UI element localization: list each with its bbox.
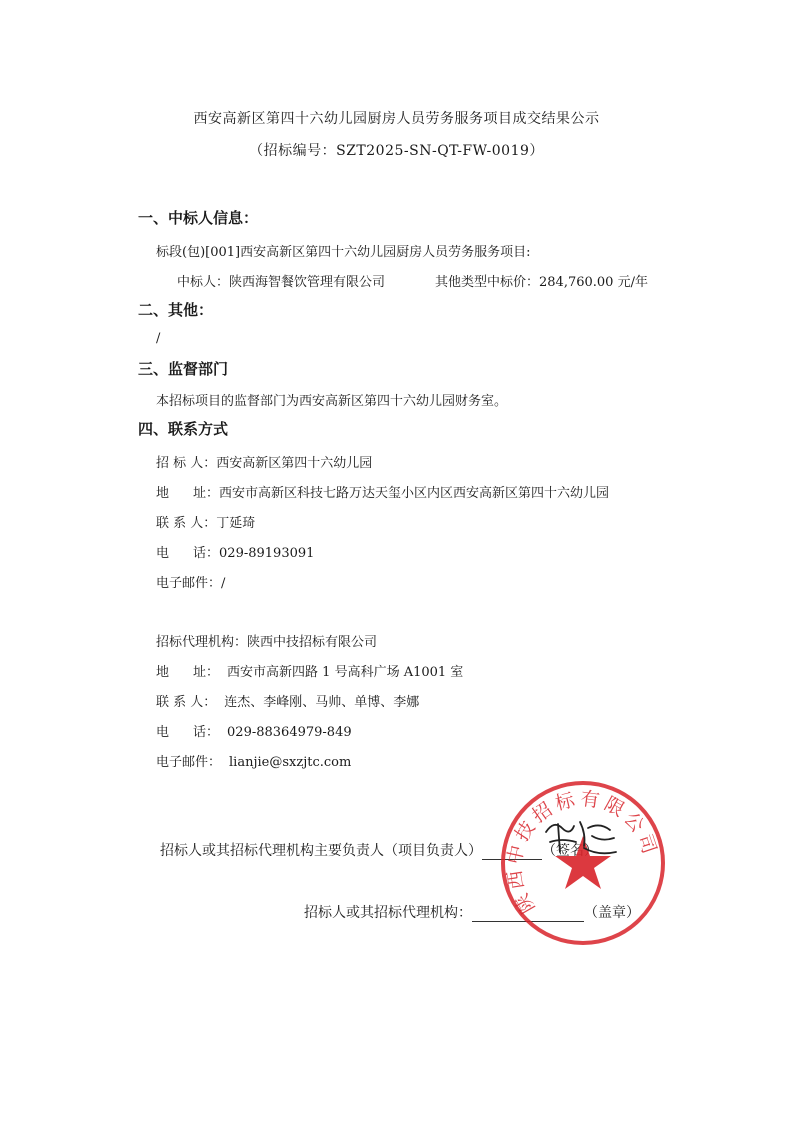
winner-row <box>177 271 385 290</box>
agency-phone-value: 029-88364979-849 <box>227 725 352 740</box>
price-row <box>435 271 648 290</box>
company-seal <box>498 778 668 948</box>
agency-phone-row <box>156 721 352 740</box>
price-label: 其他类型中标价： <box>435 275 540 290</box>
tenderer-phone-label-b: 话： <box>193 546 220 561</box>
tenderer-name-row <box>156 452 372 471</box>
section-1-heading: 一、中标人信息： <box>138 209 259 227</box>
agency-address-label-a: 地 <box>156 665 170 680</box>
agency-address-row <box>156 661 463 680</box>
tenderer-contact-value: 丁延琦 <box>216 516 256 531</box>
tenderer-phone-row <box>156 542 314 561</box>
handwritten-signature <box>540 812 620 862</box>
tenderer-name-value: 西安高新区第四十六幼儿园 <box>216 456 373 471</box>
price-value: 284,760.00 元/年 <box>539 275 648 290</box>
agency-name-label: 招标代理机构： <box>156 635 248 650</box>
agency-address-label-b: 址： <box>193 665 220 680</box>
agency-address-value: 西安市高新四路 1 号高科广场 A1001 室 <box>227 665 464 680</box>
tenderer-address-label-b: 址： <box>193 486 220 501</box>
agency-contact-row <box>156 691 419 710</box>
section-3-heading: 三、监督部门 <box>138 360 229 378</box>
seal-suffix: （盖章） <box>584 905 640 921</box>
agency-contact-value: 连杰、李峰刚、马帅、单博、李娜 <box>224 695 420 710</box>
sign-suffix: （签名） <box>542 843 598 859</box>
section-2-heading: 二、其他： <box>138 301 214 319</box>
responsible-label: 招标人或其招标代理机构主要负责人（项目负责人） <box>160 843 482 859</box>
tenderer-phone-value: 029-89193091 <box>219 546 315 561</box>
tender-number: （招标编号：SZT2025-SN-QT-FW-0019） <box>249 143 544 159</box>
winner-value: 陕西海智餐饮管理有限公司 <box>229 275 386 290</box>
agency-name-value: 陕西中技招标有限公司 <box>247 635 378 650</box>
agency-email-value: lianjie@sxzjtc.com <box>229 755 352 770</box>
tenderer-name-label: 招 标 人： <box>156 456 217 471</box>
seal-text: 陕西中技招标有限公司 <box>503 787 662 918</box>
tenderer-email-value: / <box>221 576 226 591</box>
other-info: / <box>156 331 161 346</box>
tenderer-address-label-a: 地 <box>156 486 170 501</box>
tenderer-address-row <box>156 482 609 501</box>
org-label: 招标人或其招标代理机构： <box>304 905 472 921</box>
tenderer-email-label: 电子邮件： <box>156 576 222 591</box>
agency-email-row <box>156 751 351 770</box>
agency-email-label: 电子邮件： <box>156 755 222 770</box>
agency-phone-label-a: 电 <box>156 725 170 740</box>
seal-graphic <box>498 778 668 948</box>
tenderer-address-value: 西安市高新区科技七路万达天玺小区内区西安高新区第四十六幼儿园 <box>219 486 610 501</box>
agency-name-row <box>156 631 377 650</box>
section-4-heading: 四、联系方式 <box>138 420 229 438</box>
agency-phone-label-b: 话： <box>193 725 220 740</box>
supervision-text: 本招标项目的监督部门为西安高新区第四十六幼儿园财务室。 <box>156 394 508 409</box>
lot-description: 标段(包)[001]西安高新区第四十六幼儿园厨房人员劳务服务项目: <box>156 245 531 260</box>
agency-contact-label: 联 系 人： <box>156 695 217 710</box>
tenderer-contact-row <box>156 512 255 531</box>
winner-label: 中标人： <box>177 275 230 290</box>
tenderer-phone-label-a: 电 <box>156 546 170 561</box>
tenderer-contact-label: 联 系 人： <box>156 516 217 531</box>
document-title: 西安高新区第四十六幼儿园厨房人员劳务服务项目成交结果公示 <box>193 111 600 127</box>
tenderer-email-row <box>156 572 225 591</box>
